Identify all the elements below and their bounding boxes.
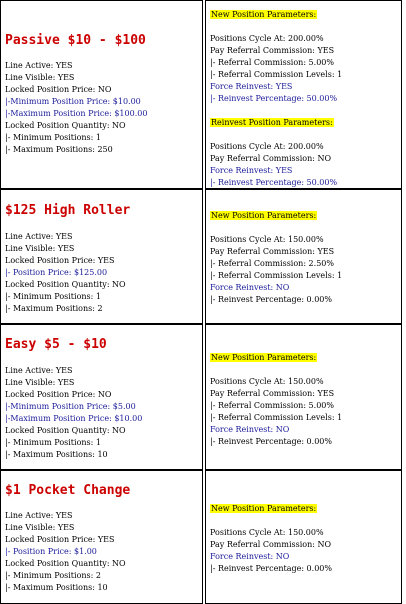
line-setting-text: |-Maximum Position Price: $100.00 <box>5 109 148 118</box>
line-setting-text: |-Minimum Position Price: $10.00 <box>5 97 141 106</box>
line-setting-text: |-Maximum Position Price: $10.00 <box>5 414 143 423</box>
line-setting-text: |-Minimum Position Price: $5.00 <box>5 402 136 411</box>
parameters-heading-label: New Position Parameters: <box>211 211 317 220</box>
parameter-text: Positions Cycle At: 200.00% <box>210 34 324 43</box>
line-setting-text: Locked Position Price: YES <box>5 256 115 265</box>
parameter-text: |- Reinvest Percentage: 50.00% <box>210 178 338 187</box>
line-setting-text: |- Minimum Positions: 1 <box>5 133 101 142</box>
line-setting-text: Line Visible: YES <box>5 73 75 82</box>
line-setting-text: |- Maximum Positions: 10 <box>5 450 108 459</box>
parameter-text: Positions Cycle At: 150.00% <box>210 235 324 244</box>
parameter-text: |- Reinvest Percentage: 0.00% <box>210 437 332 446</box>
line-setting-text: Line Active: YES <box>5 366 73 375</box>
parameter-text: |- Referral Commission Levels: 1 <box>210 413 343 422</box>
line-title: $125 High Roller <box>5 203 131 218</box>
parameter-text: |- Referral Commission: 2.50% <box>210 259 334 268</box>
line-setting-text: Line Visible: YES <box>5 523 75 532</box>
line-row <box>0 0 402 189</box>
position-parameters-cell <box>205 189 402 324</box>
line-setting-text: |- Minimum Positions: 2 <box>5 571 101 580</box>
parameter-text: Force Reinvest: NO <box>210 425 290 434</box>
line-setting-text: Locked Position Quantity: NO <box>5 121 126 130</box>
line-setting-text: Locked Position Quantity: NO <box>5 559 126 568</box>
parameters-heading-label: New Position Parameters: <box>211 504 317 513</box>
line-title: Passive $10 - $100 <box>5 33 146 48</box>
parameter-text: |- Referral Commission Levels: 1 <box>210 70 343 79</box>
line-row <box>0 189 402 324</box>
line-setting-text: |- Position Price: $1.00 <box>5 547 97 556</box>
line-setting-text: Locked Position Price: NO <box>5 390 112 399</box>
parameter-text: Force Reinvest: NO <box>210 552 290 561</box>
line-setting-text: Line Active: YES <box>5 61 73 70</box>
line-setting-text: |- Minimum Positions: 1 <box>5 292 101 301</box>
parameter-text: Force Reinvest: YES <box>210 82 293 91</box>
parameters-heading-label: Reinvest Position Parameters: <box>211 118 333 127</box>
parameters-heading <box>210 117 334 128</box>
line-setting-text: Line Active: YES <box>5 511 73 520</box>
line-setting-text: |- Minimum Positions: 1 <box>5 438 101 447</box>
parameter-text: Positions Cycle At: 150.00% <box>210 377 324 386</box>
position-parameters-cell <box>205 0 402 189</box>
parameter-text: Positions Cycle At: 150.00% <box>210 528 324 537</box>
parameter-text: Pay Referral Commission: YES <box>210 389 335 398</box>
position-parameters-cell <box>205 324 402 470</box>
parameter-text: Force Reinvest: YES <box>210 166 293 175</box>
parameter-text: |- Referral Commission: 5.00% <box>210 401 334 410</box>
parameters-heading <box>210 352 317 363</box>
line-setting-text: |- Maximum Positions: 10 <box>5 583 108 592</box>
parameters-heading <box>210 503 317 514</box>
line-settings-cell <box>0 0 203 189</box>
line-row <box>0 324 402 470</box>
line-setting-text: |- Maximum Positions: 250 <box>5 145 113 154</box>
line-setting-text: Locked Position Quantity: NO <box>5 280 126 289</box>
line-settings-cell <box>0 189 203 324</box>
parameter-text: Pay Referral Commission: YES <box>210 247 335 256</box>
line-title: Easy $5 - $10 <box>5 337 107 352</box>
parameter-text: |- Reinvest Percentage: 0.00% <box>210 564 332 573</box>
line-settings-cell <box>0 324 203 470</box>
line-setting-text: Line Active: YES <box>5 232 73 241</box>
position-parameters-cell <box>205 470 402 604</box>
parameter-text: Positions Cycle At: 200.00% <box>210 142 324 151</box>
parameter-text: |- Referral Commission Levels: 1 <box>210 271 343 280</box>
parameter-text: |- Reinvest Percentage: 0.00% <box>210 295 332 304</box>
parameters-heading-label: New Position Parameters: <box>211 353 317 362</box>
parameter-text: Pay Referral Commission: NO <box>210 154 332 163</box>
line-setting-text: Locked Position Quantity: NO <box>5 426 126 435</box>
parameter-text: Pay Referral Commission: YES <box>210 46 335 55</box>
line-settings-cell <box>0 470 203 604</box>
parameter-text: |- Reinvest Percentage: 50.00% <box>210 94 338 103</box>
parameters-heading <box>210 9 317 20</box>
line-title: $1 Pocket Change <box>5 483 131 498</box>
line-setting-text: Locked Position Price: NO <box>5 85 112 94</box>
line-setting-text: Locked Position Price: YES <box>5 535 115 544</box>
line-setting-text: |- Position Price: $125.00 <box>5 268 108 277</box>
parameters-heading-label: New Position Parameters: <box>211 10 317 19</box>
parameter-text: Force Reinvest: NO <box>210 283 290 292</box>
parameters-heading <box>210 210 317 221</box>
parameter-text: |- Referral Commission: 5.00% <box>210 58 334 67</box>
line-setting-text: Line Visible: YES <box>5 378 75 387</box>
line-row <box>0 470 402 604</box>
line-setting-text: |- Maximum Positions: 2 <box>5 304 103 313</box>
parameter-text: Pay Referral Commission: NO <box>210 540 332 549</box>
line-setting-text: Line Visible: YES <box>5 244 75 253</box>
